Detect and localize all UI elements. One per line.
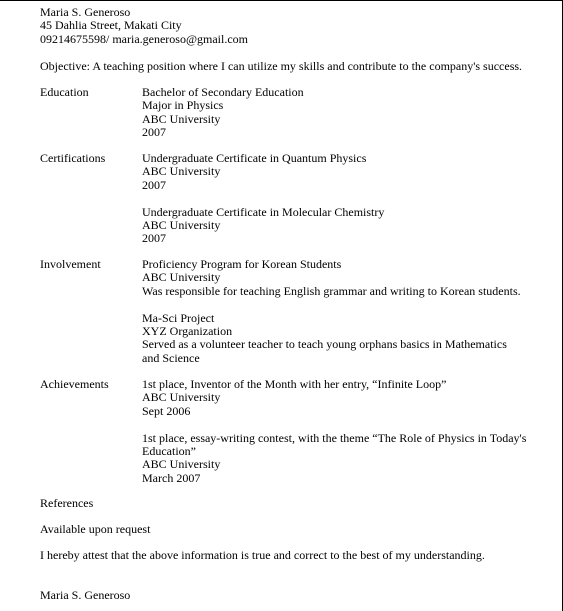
applicant-address: 45 Dahlia Street, Makati City: [40, 18, 182, 33]
entry-line: ABC University: [142, 111, 221, 126]
entry-line: Undergraduate Certificate in Molecular Chemistry: [142, 204, 385, 219]
references-label: References: [40, 496, 94, 510]
achievements-label: Achievements: [40, 377, 109, 391]
achievement-entry: [142, 432, 527, 486]
entry-line: ABC University: [142, 390, 221, 405]
involvement-label: Involvement: [40, 257, 101, 271]
signature-name: Maria S. Generoso: [40, 588, 131, 602]
entry-line: 2007: [142, 231, 166, 246]
top-border: [0, 0, 563, 1]
involvement-entry: [142, 312, 527, 366]
entry-line: Major in Physics: [142, 98, 224, 113]
entry-line: Proficiency Program for Korean Students: [142, 257, 342, 271]
education-entry: [142, 86, 527, 140]
certification-entry: [142, 206, 527, 246]
achievement-entry: [142, 378, 527, 418]
entry-line: ABC University: [142, 218, 221, 233]
certifications-section: [142, 152, 527, 246]
entry-line: 1st place, Inventor of the Month with her entry, “Infinite Loop”: [142, 377, 447, 391]
entry-line: ABC University: [142, 164, 221, 179]
entry-line: 2007: [142, 125, 166, 140]
entry-line: Ma-Sci Project: [142, 310, 215, 325]
involvement-section: [142, 258, 527, 365]
entry-line: Undergraduate Certificate in Quantum Physics: [142, 151, 367, 165]
entry-line: 1st place, essay-writing contest, with the theme “The Role of Physics in Today's Education”: [142, 430, 527, 459]
education-label: Education: [40, 85, 89, 99]
entry-line: Was responsible for teaching English grammar and writing to Korean students.: [142, 283, 521, 298]
entry-line: March 2007: [142, 470, 201, 485]
entry-line: ABC University: [142, 270, 221, 285]
entry-line: Served as a volunteer teacher to teach young orphans basics in Mathematics and Science: [142, 337, 507, 365]
entry-line: 2007: [142, 177, 166, 192]
certification-entry: [142, 152, 527, 192]
references-text: Available upon request: [40, 522, 151, 536]
entry-line: ABC University: [142, 457, 221, 472]
applicant-contact: 09214675598/ maria.generoso@gmail.com: [40, 31, 249, 46]
contact-header: [40, 6, 248, 46]
objective-statement: Objective: A teaching position where I can utilize my skills and contribute to the company's success.: [40, 59, 523, 73]
applicant-name: Maria S. Generoso: [40, 5, 131, 19]
education-section: [142, 86, 527, 140]
involvement-entry: [142, 258, 527, 298]
entry-line: XYZ Organization: [142, 324, 233, 339]
certifications-label: Certifications: [40, 151, 106, 165]
entry-line: Bachelor of Secondary Education: [142, 85, 304, 99]
achievements-section: [142, 378, 527, 485]
entry-line: Sept 2006: [142, 403, 191, 418]
attestation-statement: I hereby attest that the above information is true and correct to the best of my understanding.: [40, 548, 485, 562]
